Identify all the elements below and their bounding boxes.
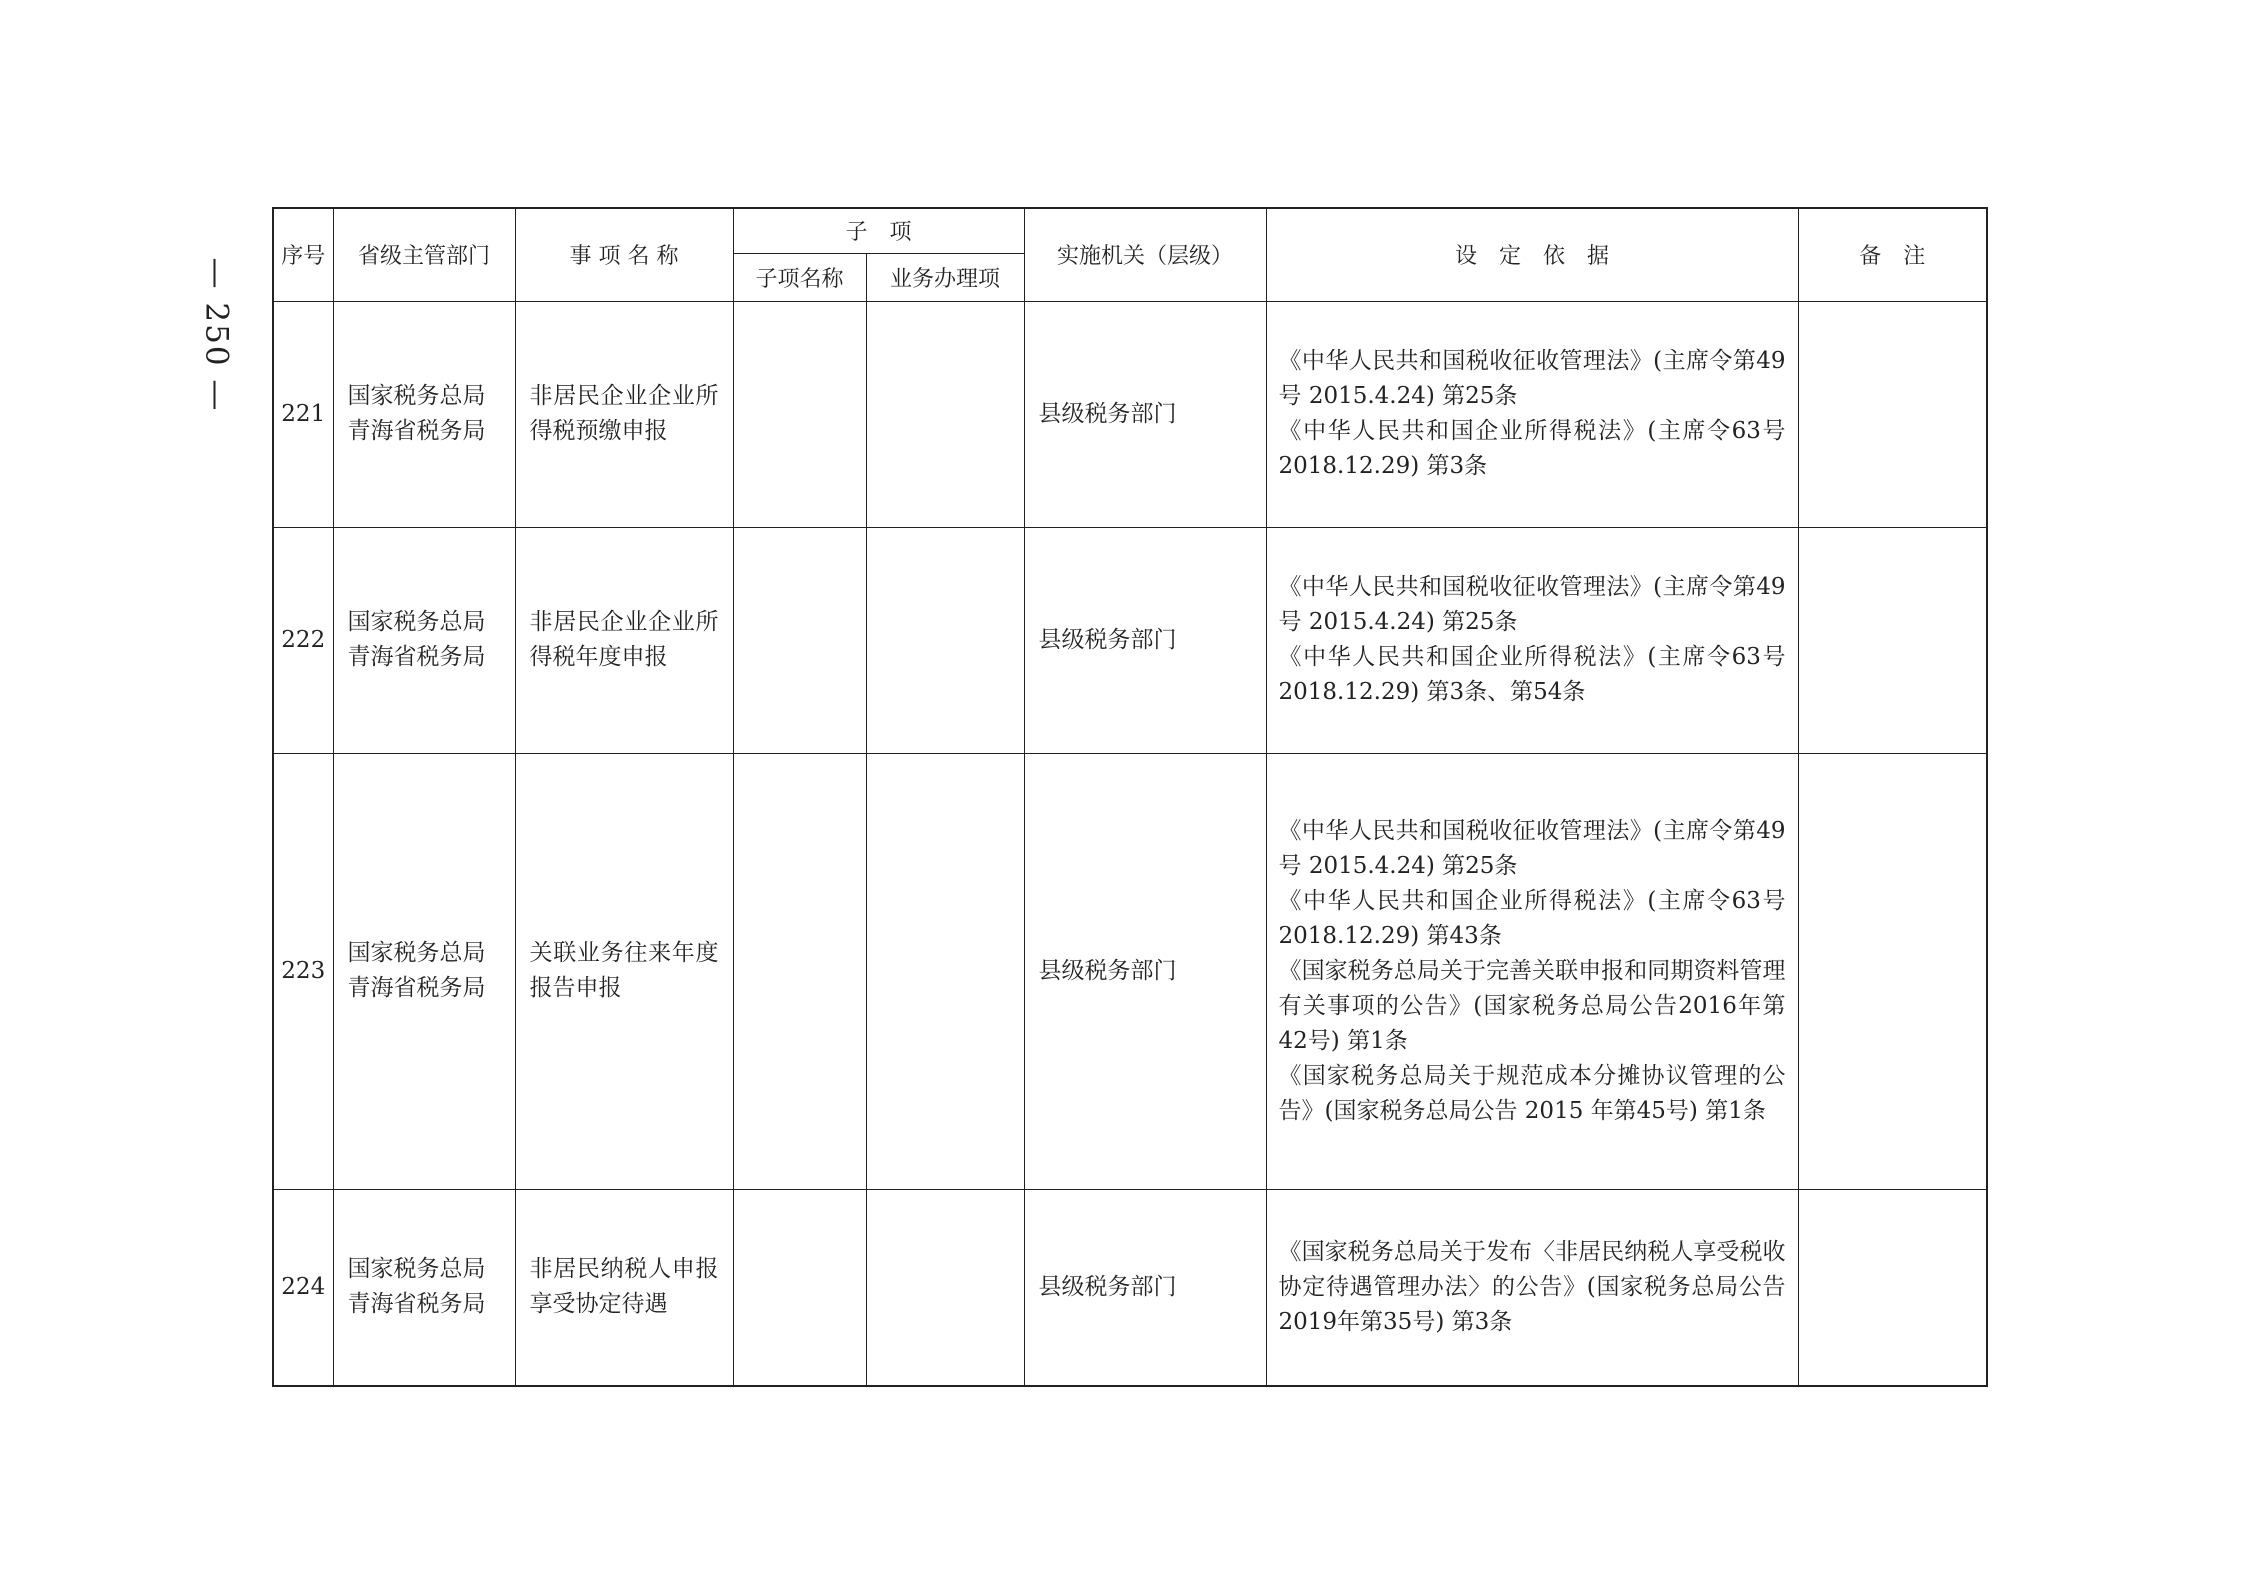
row-remark [1798,753,1987,1189]
row-item-name: 非居民企业企业所得税年度申报 [515,527,733,753]
row-dept-line: 国家税务总局 [347,1256,486,1283]
row-sub-name [733,301,866,527]
row-remark [1798,527,1987,753]
row-remark [1798,1189,1987,1386]
row-sub-name [733,1189,866,1386]
row-seq: 221 [273,301,333,527]
header-seq: 序号 [273,208,333,301]
row-sub-business [866,1189,1024,1386]
row-seq: 223 [273,753,333,1189]
row-dept [333,301,515,527]
basis-line: 《国家税务总局关于完善关联申报和同期资料管理有关事项的公告》(国家税务总局公告2016年第42号) 第1条 [1278,957,1786,1054]
row-dept-line: 国家税务总局 [347,609,486,635]
table-row [273,527,1987,753]
header-basis: 设 定 依 据 [1266,208,1798,301]
row-dept-line: 青海省税务局 [347,975,486,1001]
basis-line: 《中华人民共和国企业所得税法》(主席令63号2018.12.29) 第43条 [1278,887,1786,949]
row-dept-line: 国家税务总局 [347,383,486,409]
header-item-name: 事 项 名 称 [515,208,733,301]
row-seq: 224 [273,1189,333,1386]
row-basis [1266,1189,1798,1386]
row-sub-business [866,301,1024,527]
row-basis [1266,301,1798,527]
row-sub-name [733,527,866,753]
row-dept-line: 国家税务总局 [347,940,486,966]
basis-line: 《中华人民共和国税收征收管理法》(主席令第49号 2015.4.24) 第25条 [1278,348,1786,409]
row-remark [1798,301,1987,527]
row-org: 县级税务部门 [1024,301,1266,527]
table-row [273,1189,1987,1386]
row-seq: 222 [273,527,333,753]
header-sub-name: 子项名称 [733,253,866,301]
matters-table [272,207,1988,1387]
table-row [273,301,1987,527]
row-dept [333,1189,515,1386]
header-org: 实施机关（层级） [1024,208,1266,301]
page-number-text: — 250 — [198,257,235,413]
row-org: 县级税务部门 [1024,753,1266,1189]
row-org: 县级税务部门 [1024,1189,1266,1386]
row-dept [333,527,515,753]
row-sub-business [866,527,1024,753]
row-basis [1266,527,1798,753]
basis-line: 《国家税务总局关于规范成本分摊协议管理的公告》(国家税务总局公告 2015 年第45号) 第1条 [1278,1062,1786,1124]
header-remark: 备 注 [1798,208,1987,301]
row-sub-name [733,753,866,1189]
row-sub-business [866,753,1024,1189]
row-item-name: 非居民企业企业所得税预缴申报 [515,301,733,527]
basis-line: 《中华人民共和国税收征收管理法》(主席令第49号 2015.4.24) 第25条 [1278,574,1786,635]
header-sub-group: 子 项 [733,208,1024,253]
basis-line: 《中华人民共和国税收征收管理法》(主席令第49号 2015.4.24) 第25条 [1278,817,1786,879]
header-dept: 省级主管部门 [333,208,515,301]
basis-line: 《国家税务总局关于发布〈非居民纳税人享受税收协定待遇管理办法〉的公告》(国家税务总局公告2019年第35号) 第3条 [1278,1238,1786,1335]
row-dept-line: 青海省税务局 [347,1291,486,1318]
header-sub-business: 业务办理项 [866,253,1024,301]
row-basis [1266,753,1798,1189]
row-org: 县级税务部门 [1024,527,1266,753]
basis-line: 《中华人民共和国企业所得税法》(主席令63号2018.12.29) 第3条 [1278,418,1786,479]
page-number [196,250,236,420]
header-row-top [273,208,1987,253]
row-dept [333,753,515,1189]
row-item-name: 非居民纳税人申报享受协定待遇 [515,1189,733,1386]
row-dept-line: 青海省税务局 [347,644,486,670]
table-row [273,753,1987,1189]
row-dept-line: 青海省税务局 [347,418,486,444]
basis-line: 《中华人民共和国企业所得税法》(主席令63号2018.12.29) 第3条、第54条 [1278,644,1786,705]
row-item-name: 关联业务往来年度报告申报 [515,753,733,1189]
